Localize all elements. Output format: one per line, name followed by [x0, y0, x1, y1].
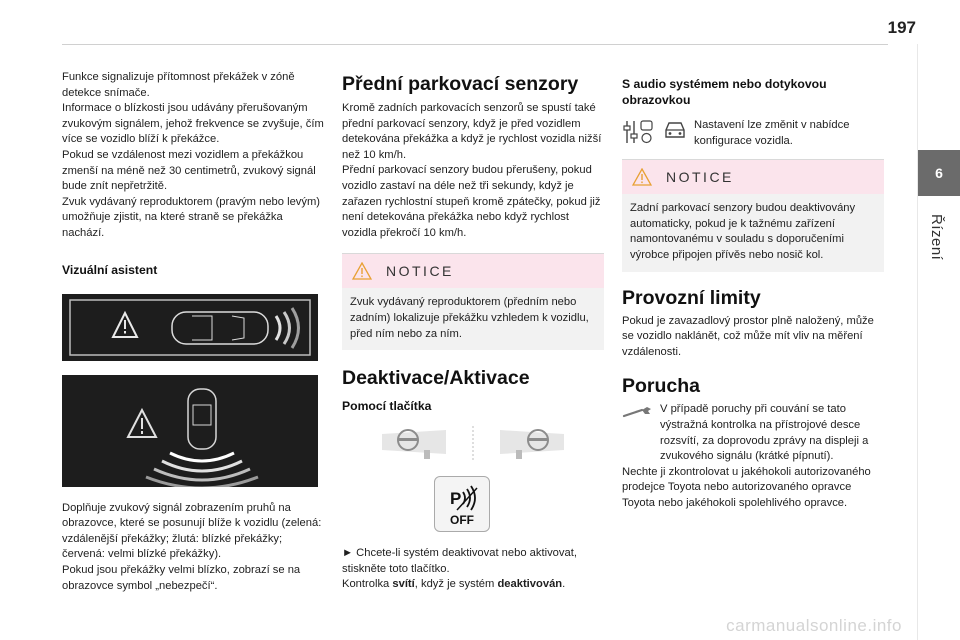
wrench-icon [622, 404, 654, 422]
column-left [62, 70, 324, 594]
instruction-text: ► Chcete-li systém deaktivovat nebo aktivovat, stiskněte toto tlačítko. [342, 547, 577, 575]
front-sensors-title: Přední parkovací senzory [342, 73, 579, 95]
audio-heading: S audio systémem nebo dotykovou obrazovkou [622, 77, 827, 107]
intro-text: Funkce signalizuje přítomnost překážek v zóně detekce snímače. Informace o blízkosti jsou udávány přerušovaným zvukovým signálem, jehož frekvence se zvyšuje, čím více se vozidlo blíží k překážce. Pokud se vzdálenost mezi vozidlem a překážkou zmenší na méně než 30 centimetrů, zvukový signál bude znít nepřetržitě. Zvuk vydávaný reproduktorem (pravým nebo levým) umožňuje zjistit, na které straně se překážka nachází. [62, 71, 324, 239]
deactivation-title: Deaktivace/Aktivace [342, 367, 530, 390]
notice-label: NOTICE [386, 263, 454, 280]
page-number: 197 [887, 18, 916, 37]
chapter-title: Řízení [928, 214, 945, 261]
button-heading: Pomocí tlačítka [342, 399, 432, 414]
car-top-view-icon [172, 312, 268, 344]
right-rule [917, 44, 918, 640]
limits-text: Pokud je zavazadlový prostor plně naložený, může se vozidlo naklánět, což může mít vliv na měření vzdálenosti. [622, 314, 874, 358]
notice-box [342, 253, 604, 350]
car-front-icon [662, 118, 688, 142]
warning-triangle-icon [113, 313, 137, 337]
kontrolka-text: Kontrolka svítí, když je systém deaktivován. [342, 578, 566, 591]
limits-title: Provozní limity [622, 286, 761, 309]
fault-rest-text: Nechte ji zkontrolovat u jakéhokoli autorizovaného prodejce Toyota nebo autorizovaného opravce Toyota nebo jakéhokoli spolehlivého opravce. [622, 465, 871, 509]
fault-title: Porucha [622, 375, 701, 398]
chapter-tab[interactable]: 6 [918, 150, 960, 196]
warning-triangle-icon [352, 262, 372, 280]
column-middle [342, 72, 604, 593]
screen-image-1 [62, 294, 318, 361]
park-assist-off-button-icon[interactable] [434, 476, 490, 532]
steering-wheel-icon [382, 430, 446, 459]
svg-text:P: P [450, 489, 462, 509]
screen-image-2 [62, 375, 318, 487]
steering-wheel-diagram [342, 426, 604, 462]
fault-lead-text: V případě poruchy při couvání se tato výstražná kontrolka na přístrojové desce rozsvítí, za doprovodu zprávy na displeji a zvukového signálu (krátké pípnutí). [660, 403, 869, 463]
notice-text: Zvuk vydávaný reproduktorem (předním nebo zadním) lokalizuje překážku vzhledem k vozidlu, před ním nebo za ním. [350, 296, 589, 340]
column-right [622, 76, 884, 512]
settings-text: Nastavení lze změnit v nabídce konfigurace vozidla. [694, 119, 850, 147]
front-sensors-text: Kromě zadních parkovacích senzorů se spustí také přední parkovací senzory, když je před vozidlem detekována překážka a když je rychlost vozidla nižší než 10 km/h. Přední parkovací senzory budou přerušeny, pokud vozidlo zastaví na déle než tři sekundy, když je zařazen rychlostní stupeň kromě zpátečky, pokud již není detekována překážka nebo když rychlost vozidla překročí 10 km/h. [342, 102, 602, 239]
off-label: OFF [450, 513, 474, 528]
car-top-view-icon [188, 389, 216, 449]
warning-triangle-icon [128, 410, 156, 437]
warning-triangle-icon [632, 168, 652, 186]
notice-box [622, 159, 884, 271]
visual-assistant-text: Doplňuje zvukový signál zobrazením pruhů na obrazovce, které se posunují blíže k vozidlu (zelená: vzdálenější překážky; žlutá: blízké překážky; červená: velmi blízké překážky). Pokud jsou překážky velmi blízko, zobrazí se na obrazovce symbol „nebezpečí“. [62, 501, 322, 592]
watermark: carmanualsonline.info [726, 616, 902, 635]
settings-sliders-icon [622, 118, 656, 146]
top-rule [62, 44, 888, 45]
notice-text: Zadní parkovací senzory budou deaktivovány automaticky, pokud je k tažnému zařízení namontovanému v souladu s doporučeními výrobce připojen přívěs nebo nosič kol. [630, 202, 856, 261]
steering-wheel-icon [500, 430, 564, 459]
visual-assistant-heading: Vizuální asistent [62, 262, 158, 277]
notice-label: NOTICE [666, 169, 734, 186]
